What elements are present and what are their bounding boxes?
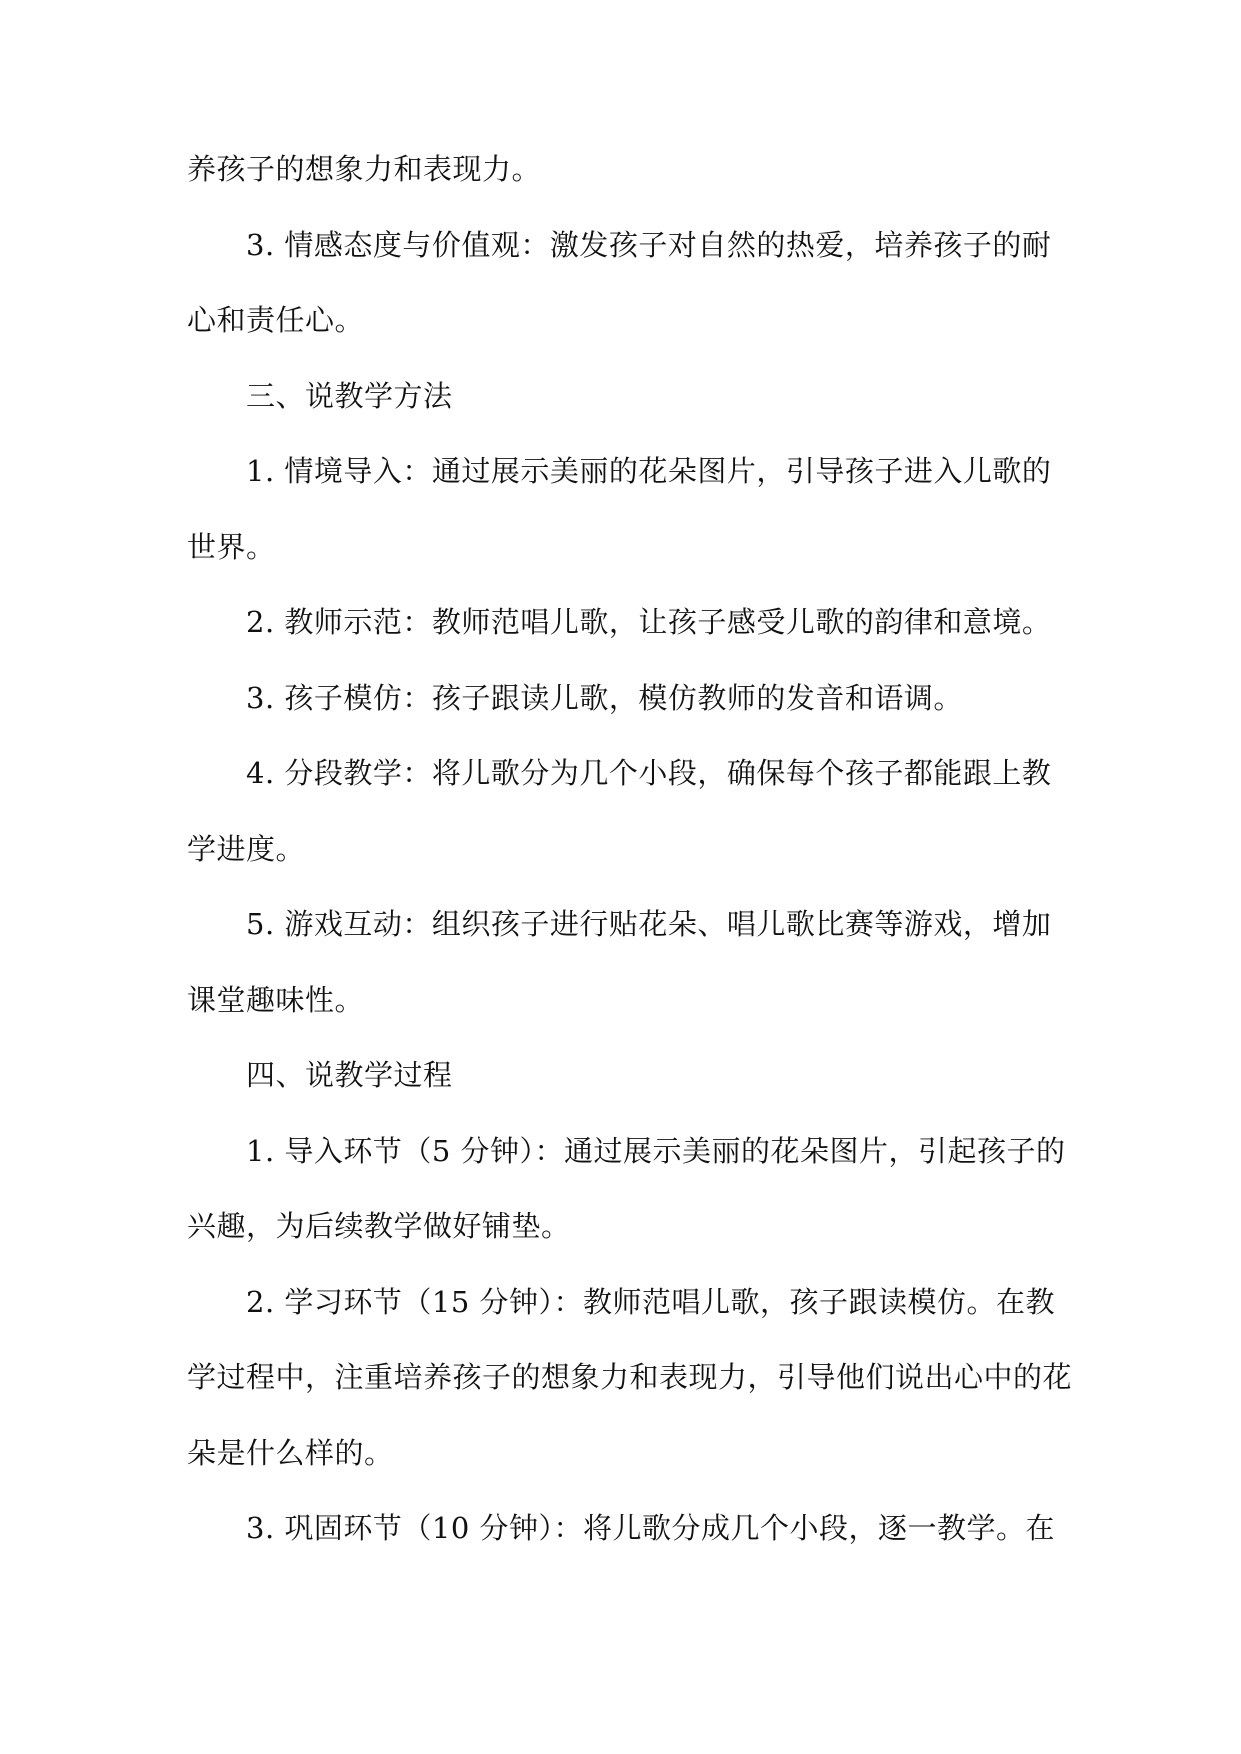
text-line: 3. 巩固环节（10 分钟）：将儿歌分成几个小段，逐一教学。在 xyxy=(246,1511,1056,1545)
section-heading: 三、说教学方法 xyxy=(246,379,453,413)
text-line: 2. 学习环节（15 分钟）：教师范唱儿歌，孩子跟读模仿。在教 xyxy=(246,1285,1056,1319)
text-line: 心和责任心。 xyxy=(187,303,365,337)
text-line: 学过程中，注重培养孩子的想象力和表现力，引导他们说出心中的花 xyxy=(187,1360,1073,1394)
text-line: 3. 情感态度与价值观：激发孩子对自然的热爱，培养孩子的耐 xyxy=(246,228,1052,262)
text-line: 1. 情境导入：通过展示美丽的花朵图片，引导孩子进入儿歌的 xyxy=(246,454,1052,488)
section-heading: 四、说教学过程 xyxy=(246,1058,453,1092)
text-line: 世界。 xyxy=(187,530,276,564)
text-line: 5. 游戏互动：组织孩子进行贴花朵、唱儿歌比赛等游戏，增加 xyxy=(246,907,1052,941)
text-line: 4. 分段教学：将儿歌分为几个小段，确保每个孩子都能跟上教 xyxy=(246,756,1052,790)
text-line: 学进度。 xyxy=(187,832,306,866)
text-line: 兴趣，为后续教学做好铺垫。 xyxy=(187,1209,571,1243)
text-line: 养孩子的想象力和表现力。 xyxy=(187,152,542,186)
text-line: 3. 孩子模仿：孩子跟读儿歌，模仿教师的发音和语调。 xyxy=(246,681,963,715)
text-line: 课堂趣味性。 xyxy=(187,983,365,1017)
text-line: 2. 教师示范：教师范唱儿歌，让孩子感受儿歌的韵律和意境。 xyxy=(246,605,1052,639)
text-line: 朵是什么样的。 xyxy=(187,1436,394,1470)
text-line: 1. 导入环节（5 分钟）：通过展示美丽的花朵图片，引起孩子的 xyxy=(246,1134,1066,1168)
